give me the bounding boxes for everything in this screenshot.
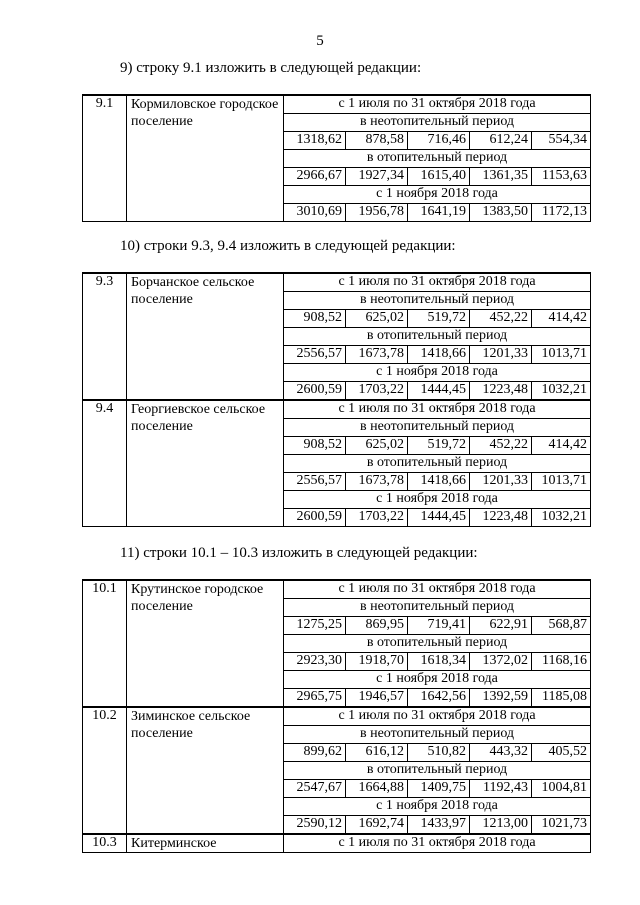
heating-on-value: 2556,57 (284, 473, 346, 491)
november-label: с 1 ноября 2018 года (284, 798, 591, 816)
heating-on-value: 1361,35 (470, 168, 532, 186)
november-value: 1032,21 (532, 509, 591, 527)
heating-off-value: 908,52 (284, 310, 346, 328)
row-number: 10.2 (83, 707, 127, 834)
row-number: 9.4 (83, 400, 127, 527)
november-value: 1185,08 (532, 689, 591, 708)
heating-off-label: в неотопительный период (284, 292, 591, 310)
heating-off-value: 899,62 (284, 744, 346, 762)
heating-off-value: 612,24 (470, 132, 532, 150)
november-label: с 1 ноября 2018 года (284, 671, 591, 689)
november-value: 1642,56 (408, 689, 470, 708)
heating-off-value: 443,32 (470, 744, 532, 762)
amendment-intro: 11) строки 10.1 – 10.3 изложить в следующей редакции: (120, 545, 478, 561)
november-value: 1703,22 (346, 382, 408, 401)
heating-off-label: в неотопительный период (284, 419, 591, 437)
amendment-intro: 9) строку 9.1 изложить в следующей редакции: (120, 60, 422, 76)
november-value: 1021,73 (532, 816, 591, 835)
heating-on-value: 1409,75 (408, 780, 470, 798)
november-value: 1223,48 (470, 509, 532, 527)
heating-on-value: 1664,88 (346, 780, 408, 798)
tariff-table-body (83, 580, 591, 853)
november-value: 1444,45 (408, 509, 470, 527)
november-value: 1383,50 (470, 204, 532, 222)
period-header: с 1 июля по 31 октября 2018 года (284, 400, 591, 419)
heating-on-label: в отопительный период (284, 635, 591, 653)
november-value: 1692,74 (346, 816, 408, 835)
table-row (83, 95, 591, 114)
heating-off-value: 622,91 (470, 617, 532, 635)
heating-off-value: 616,12 (346, 744, 408, 762)
heating-on-value: 1004,81 (532, 780, 591, 798)
november-value: 3010,69 (284, 204, 346, 222)
heating-off-value: 519,72 (408, 437, 470, 455)
heating-off-value: 908,52 (284, 437, 346, 455)
heating-off-label: в неотопительный период (284, 114, 591, 132)
heating-off-value: 414,42 (532, 437, 591, 455)
tariff-table-body (83, 273, 591, 527)
heating-on-value: 1618,34 (408, 653, 470, 671)
heating-off-value: 1318,62 (284, 132, 346, 150)
heating-on-value: 1201,33 (470, 473, 532, 491)
november-value: 1956,78 (346, 204, 408, 222)
settlement-name: Крутинское городское поселение (127, 580, 284, 707)
november-label: с 1 ноября 2018 года (284, 186, 591, 204)
heating-off-value: 568,87 (532, 617, 591, 635)
heating-off-value: 716,46 (408, 132, 470, 150)
row-number: 9.1 (83, 95, 127, 222)
heating-off-value: 510,82 (408, 744, 470, 762)
period-header: с 1 июля по 31 октября 2018 года (284, 273, 591, 292)
heating-on-label: в отопительный период (284, 328, 591, 346)
heating-on-value: 1013,71 (532, 473, 591, 491)
settlement-name: Зиминское сельское поселение (127, 707, 284, 834)
tariff-table (82, 579, 591, 853)
heating-on-value: 2556,57 (284, 346, 346, 364)
tariff-table (82, 272, 591, 527)
heating-on-value: 1153,63 (532, 168, 591, 186)
tariff-table (82, 94, 591, 222)
table-row (83, 580, 591, 599)
november-value: 2590,12 (284, 816, 346, 835)
heating-off-label: в неотопительный период (284, 599, 591, 617)
heating-on-value: 1673,78 (346, 473, 408, 491)
row-number: 10.3 (83, 834, 127, 853)
november-value: 2600,59 (284, 382, 346, 401)
november-value: 1223,48 (470, 382, 532, 401)
period-header: с 1 июля по 31 октября 2018 года (284, 707, 591, 726)
heating-on-value: 2923,30 (284, 653, 346, 671)
heating-on-value: 1201,33 (470, 346, 532, 364)
november-value: 1946,57 (346, 689, 408, 708)
heating-off-value: 1275,25 (284, 617, 346, 635)
november-value: 1641,19 (408, 204, 470, 222)
row-number: 10.1 (83, 580, 127, 707)
table-row (83, 834, 591, 853)
table-row (83, 273, 591, 292)
heating-off-label: в неотопительный период (284, 726, 591, 744)
table-row (83, 707, 591, 726)
november-value: 1032,21 (532, 382, 591, 401)
heating-on-value: 2966,67 (284, 168, 346, 186)
november-value: 1172,13 (532, 204, 591, 222)
november-value: 1444,45 (408, 382, 470, 401)
heating-on-value: 1927,34 (346, 168, 408, 186)
heating-on-value: 1372,02 (470, 653, 532, 671)
november-value: 1703,22 (346, 509, 408, 527)
heating-on-value: 1168,16 (532, 653, 591, 671)
settlement-name: Борчанское сельское поселение (127, 273, 284, 400)
table-row (83, 400, 591, 419)
november-value: 1392,59 (470, 689, 532, 708)
heating-off-value: 452,22 (470, 310, 532, 328)
settlement-name: Китерминское (127, 834, 284, 853)
amendment-intro: 10) строки 9.3, 9.4 изложить в следующей редакции: (120, 238, 456, 254)
settlement-name: Кормиловское городское поселение (127, 95, 284, 222)
period-header: с 1 июля по 31 октября 2018 года (284, 580, 591, 599)
heating-off-value: 452,22 (470, 437, 532, 455)
heating-off-value: 625,02 (346, 437, 408, 455)
november-value: 1433,97 (408, 816, 470, 835)
page-number: 5 (316, 33, 324, 49)
november-value: 2600,59 (284, 509, 346, 527)
period-header: с 1 июля по 31 октября 2018 года (284, 834, 591, 853)
heating-off-value: 554,34 (532, 132, 591, 150)
heating-on-value: 1418,66 (408, 473, 470, 491)
heating-off-value: 625,02 (346, 310, 408, 328)
heating-on-value: 1615,40 (408, 168, 470, 186)
row-number: 9.3 (83, 273, 127, 400)
tariff-table-body (83, 95, 591, 222)
heating-on-label: в отопительный период (284, 455, 591, 473)
november-label: с 1 ноября 2018 года (284, 491, 591, 509)
heating-on-value: 1192,43 (470, 780, 532, 798)
heating-off-value: 878,58 (346, 132, 408, 150)
heating-on-value: 2547,67 (284, 780, 346, 798)
heating-on-value: 1673,78 (346, 346, 408, 364)
november-label: с 1 ноября 2018 года (284, 364, 591, 382)
heating-on-value: 1418,66 (408, 346, 470, 364)
november-value: 1213,00 (470, 816, 532, 835)
heating-off-value: 405,52 (532, 744, 591, 762)
heating-on-label: в отопительный период (284, 762, 591, 780)
heating-off-value: 869,95 (346, 617, 408, 635)
heating-off-value: 414,42 (532, 310, 591, 328)
heating-off-value: 519,72 (408, 310, 470, 328)
november-value: 2965,75 (284, 689, 346, 708)
heating-off-value: 719,41 (408, 617, 470, 635)
period-header: с 1 июля по 31 октября 2018 года (284, 95, 591, 114)
settlement-name: Георгиевское сельское поселение (127, 400, 284, 527)
heating-on-value: 1013,71 (532, 346, 591, 364)
heating-on-label: в отопительный период (284, 150, 591, 168)
heating-on-value: 1918,70 (346, 653, 408, 671)
